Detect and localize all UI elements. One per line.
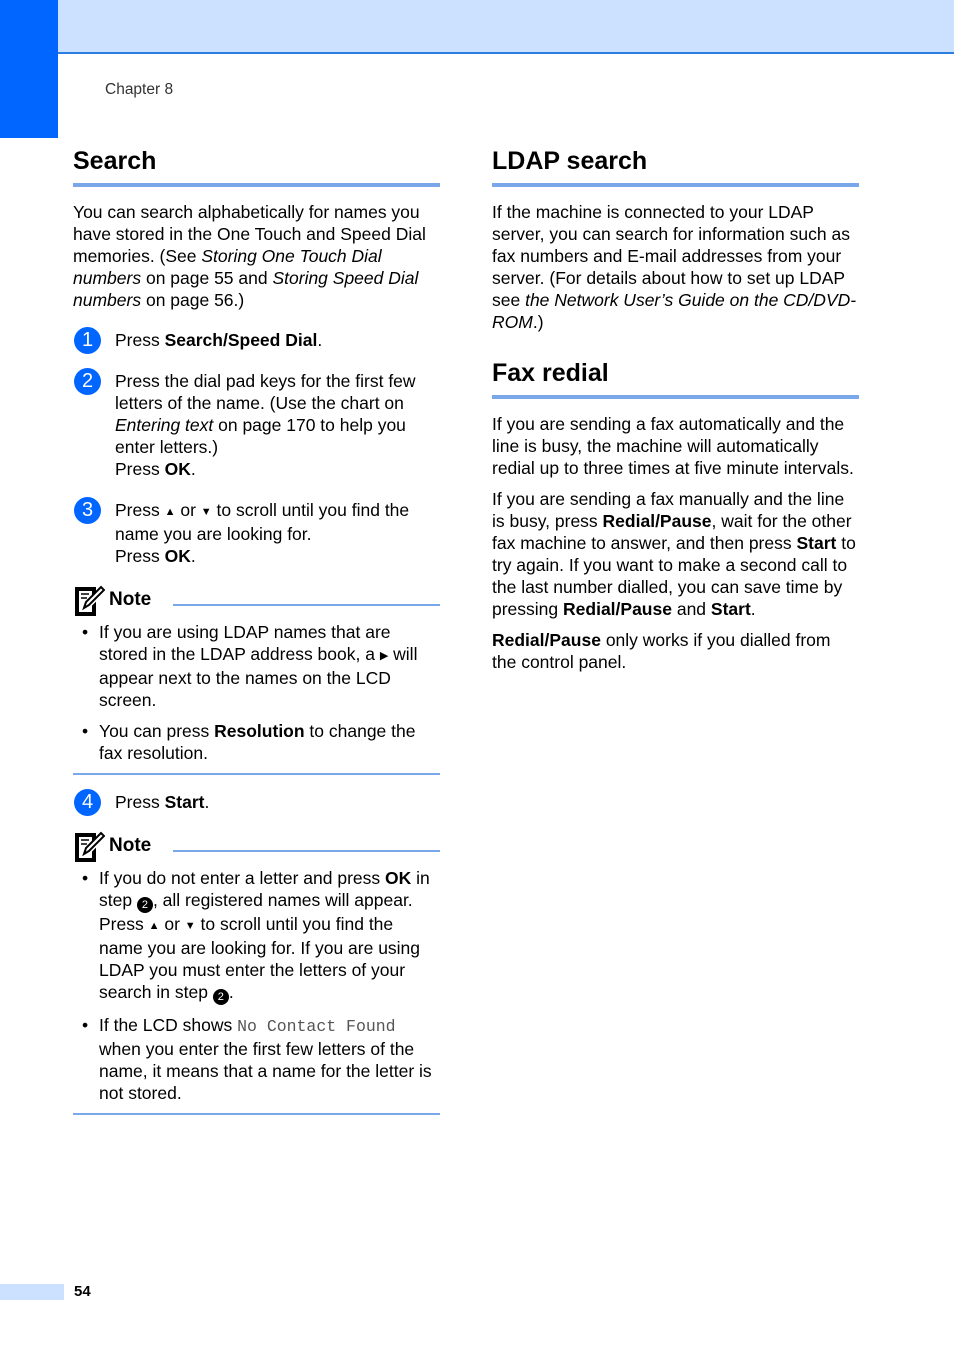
note-title: Note [109,835,152,856]
step-ref-badge: 2 [213,989,229,1005]
redial-paragraph-1: If you are sending a fax automatically and the line is busy, the machine will automatically redial up to three times at five minute intervals. [492,414,854,478]
note-list [73,867,440,1104]
up-arrow-icon: ▲ [164,506,176,518]
right-column [492,145,859,673]
step-number-badge: 3 [74,497,101,524]
note-box-2 [73,829,440,1115]
ldap-paragraph: If the machine is connected to your LDAP server, you can search for information such as fax numbers and E-mail addresses from your server. (For details about how to set up LDAP see the Network User’s Guide on the CD/DVD-ROM.) [492,202,857,332]
redial-paragraph-3: Redial/Pause only works if you dialled from the control panel. [492,630,831,672]
step-number-badge: 2 [74,368,101,395]
note-list [73,621,440,764]
down-arrow-icon: ▼ [184,920,196,932]
step-number-badge: 1 [74,327,101,354]
page-number: 54 [74,1283,91,1300]
step-1: 1 Press Search/Speed Dial. [73,329,440,351]
note-pencil-icon [73,830,105,862]
search-intro: You can search alphabetically for names you have stored in the One Touch and Speed Dial memories. (See Storing One Touch Dial numbers on page 55 and Storing Speed Dial numbers on page 56.) [73,202,426,310]
search-heading: Search [73,145,440,187]
step-2: 2 Press the dial pad keys for the first few letters of the name. (Use the chart on Entering text on page 170 to help you enter letters.) Press OK. [73,370,440,480]
note-end-rule [73,773,440,775]
note-title: Note [109,589,152,610]
right-arrow-icon: ▶ [379,650,389,662]
down-arrow-icon: ▼ [200,506,212,518]
note-rule [173,604,440,606]
fax-redial-heading: Fax redial [492,357,859,399]
step-ref-badge: 2 [137,897,153,913]
left-column [73,145,440,1115]
chapter-label: Chapter 8 [105,81,174,98]
redial-paragraph-2: If you are sending a fax manually and the line is busy, press Redial/Pause, wait for the other fax machine to answer, and then press Start to try again. If you want to make a second call to the last number dialled, you can save time by pressing Redial/Pause and Start. [492,489,856,619]
up-arrow-icon: ▲ [148,920,160,932]
ldap-search-heading: LDAP search [492,145,859,187]
note-bullet: • If you do not enter a letter and press OK in step 2 , all registered names will appear. Press ▲ or ▼ to scroll until you find the name you are looking for. If you are using LDAP you must enter the letters of your search in step 2 . [73,867,440,1005]
note-bullet: • If the LCD shows No Contact Found when you enter the first few letters of the name, it means that a name for the letter is not stored. [73,1014,440,1104]
note-box-1 [73,583,440,775]
note-rule [173,850,440,852]
footer-band [0,1284,64,1300]
step-4: 4 Press Start. [73,791,440,813]
header-band [0,0,954,54]
note-pencil-icon [73,584,105,616]
note-bullet: • You can press Resolution to change the fax resolution. [73,720,440,764]
lcd-message: No Contact Found [237,1017,396,1036]
note-end-rule [73,1113,440,1115]
chapter-tab [0,0,58,138]
step-3: 3 Press ▲ or ▼ to scroll until you find the name you are looking for. Press OK. [73,499,440,567]
note-bullet: • If you are using LDAP names that are stored in the LDAP address book, a ▶ will appear next to the names on the LCD screen. [73,621,440,711]
step-number-badge: 4 [74,789,101,816]
